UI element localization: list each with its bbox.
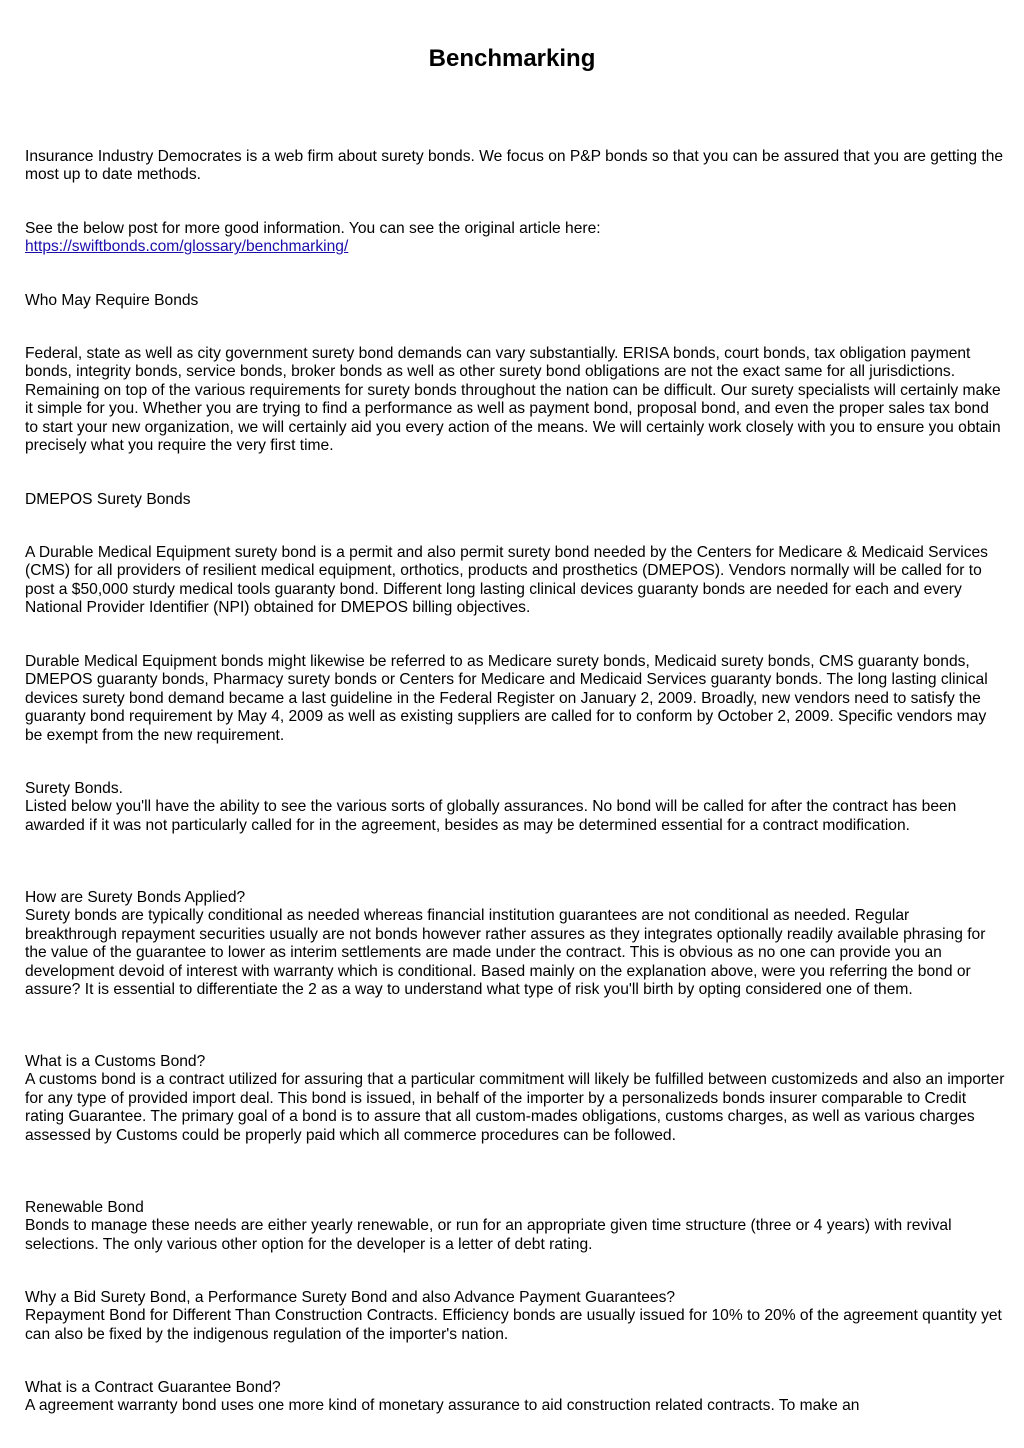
heading-dmepos: DMEPOS Surety Bonds [25, 491, 191, 508]
applied-section [25, 889, 1005, 999]
dme-paragraph-2: Durable Medical Equipment bonds might likewise be referred to as Medicare surety bonds, Medicaid surety bonds, CMS guaranty bonds, DMEPOS guaranty bonds, Pharmacy surety bonds or Centers for Medicare and Medicaid Services guaranty bonds. The long lasting clinical devices surety bond demand became a last guideline in the Federal Register on January 2, 2009. Broadly, new vendors need to satisfy the guaranty bond requirement by May 4, 2009 as well as existing suppliers are called for to conform by October 2, 2009. Specific vendors may be exempt from the new requirement. [25, 653, 988, 744]
customs-paragraph: A customs bond is a contract utilized for assuring that a particular commitment will likely be fulfilled between customizeds and also an importer for any type of provided import deal. This bond is issued, in behalf of the importer by a personalizeds bonds insurer comparable to Credit rating Guarantee. The primary goal of a bond is to assure that all custom-mades obligations, customs charges, as well as various charges assessed by Customs could be properly paid which all commerce procedures can be followed. [25, 1071, 1005, 1144]
applied-paragraph: Surety bonds are typically conditional as needed whereas financial institution guarantees are not conditional as needed. Regular breakthrough repayment securities usually are not bonds however rather assures as they integrates optionally readily available phrasing for the value of the guarantee to lower as interim settlements are made under the contract. This is obvious as no one can provide you an development devoid of interest with warranty which is conditional. Based mainly on the explanation above, were you referring the bond or assure? It is essential to differentiate the 2 as a way to understand what type of risk you'll birth by opting considered one of them. [25, 907, 986, 999]
heading-bid-surety: Why a Bid Surety Bond, a Performance Surety Bond and also Advance Payment Guarantees? [25, 1289, 676, 1306]
source-link[interactable]: https://swiftbonds.com/glossary/benchmarking/ [25, 238, 349, 256]
federal-paragraph: Federal, state as well as city government surety bond demands can vary substantially. ERISA bonds, court bonds, tax obligation payment bonds, integrity bonds, service bonds, broker bonds as well as other surety bond obligations are not the exact same for all jurisdictions. Remaining on top of the various requirements for surety bonds throughout the nation can be difficult. Our surety specialists will certainly make it simple for you. Whether you are trying to find a performance as well as payment bond, proposal bond, and even the proper sales tax bond to start your new organization, we will certainly aid you every action of the means. We will certainly work closely with you to ensure you obtain precisely what you require the very first time. [25, 345, 1001, 455]
source-paragraph [25, 220, 1005, 257]
bid-paragraph: Repayment Bond for Different Than Construction Contracts. Efficiency bonds are usually issued for 10% to 20% of the agreement quantity yet can also be fixed by the indigenous regulation of the importer's nation. [25, 1307, 1002, 1343]
renewable-section [25, 1199, 1005, 1254]
intro-paragraph: Insurance Industry Democrates is a web firm about surety bonds. We focus on P&P bonds so that you can be assured that you are getting the most up to date methods. [25, 148, 1004, 184]
contract-section [25, 1379, 1005, 1416]
heading-customs-bond: What is a Customs Bond? [25, 1053, 206, 1070]
heading-who-may-require-bonds: Who May Require Bonds [25, 292, 199, 309]
heading-how-applied: How are Surety Bonds Applied? [25, 889, 246, 906]
see-below-text: See the below post for more good information. You can see the original article here: [25, 220, 601, 237]
contract-paragraph: A agreement warranty bond uses one more kind of monetary assurance to aid construction related contracts. To make an [25, 1397, 860, 1415]
heading-renewable-bond: Renewable Bond [25, 1199, 144, 1216]
customs-section [25, 1053, 1005, 1145]
heading-surety-bonds: Surety Bonds. [25, 780, 123, 797]
surety-paragraph: Listed below you'll have the ability to see the various sorts of globally assurances. No bond will be called for after the contract has been awarded if it was not particularly called for in the agreement, besides as may be determined essential for a contract modification. [25, 798, 957, 834]
dme-paragraph-1: A Durable Medical Equipment surety bond is a permit and also permit surety bond needed by the Centers for Medicare & Medicaid Services (CMS) for all providers of resilient medical equipment, orthotics, products and prosthetics (DMEPOS). Vendors normally will be called for to post a $50,000 sturdy medical tools guaranty bond. Different long lasting clinical devices guaranty bonds are needed for each and every National Provider Identifier (NPI) obtained for DMEPOS billing objectives. [25, 544, 988, 617]
renewable-paragraph: Bonds to manage these needs are either yearly renewable, or run for an appropriate given time structure (three or 4 years) with revival selections. The only various other option for the developer is a letter of debt rating. [25, 1217, 952, 1253]
page-title: Benchmarking [428, 45, 596, 72]
surety-section [25, 780, 1005, 835]
bid-section [25, 1289, 1005, 1344]
heading-contract-guarantee: What is a Contract Guarantee Bond? [25, 1379, 281, 1396]
